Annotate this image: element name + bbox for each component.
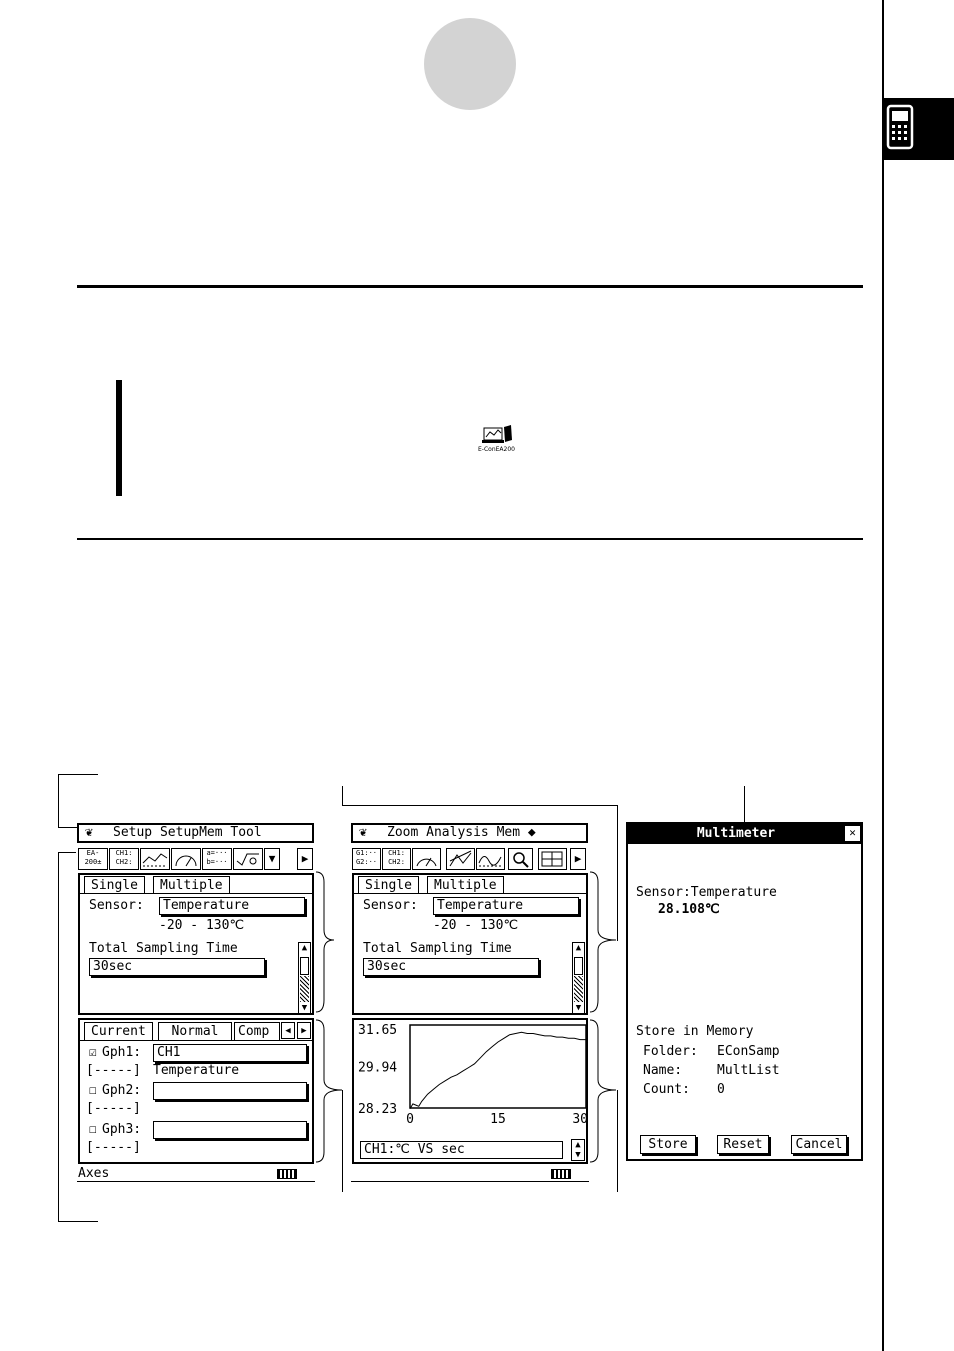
store-heading: Store in Memory — [636, 1024, 754, 1039]
gph2-label: Gph2: — [102, 1083, 142, 1098]
menu-bar — [351, 823, 588, 843]
gph3-line-style[interactable]: [-----] — [86, 1140, 141, 1155]
count-value: 0 — [717, 1082, 725, 1097]
list-button[interactable]: a=··· b=··· — [202, 848, 232, 870]
middle-screen — [351, 823, 589, 1183]
menu-items[interactable]: Zoom Analysis Mem ◆ — [387, 825, 536, 840]
dialog-title: Multimeter — [696, 826, 776, 841]
sensor-range: -20 - 130℃ — [433, 918, 519, 933]
wave-button[interactable] — [476, 848, 505, 870]
sensor-field[interactable]: Temperature — [159, 897, 305, 915]
scrollbar[interactable] — [298, 942, 311, 1014]
scroll-thumb[interactable] — [300, 957, 309, 975]
left-screen — [77, 823, 315, 1183]
scroll-track — [574, 976, 583, 1002]
callout-bracket-menubar — [58, 774, 98, 828]
view-window-button[interactable] — [538, 848, 567, 870]
reset-button[interactable]: Reset — [717, 1135, 769, 1154]
econ-icon — [478, 424, 522, 446]
toolbar-next-icon[interactable]: ▶ — [297, 848, 313, 870]
menu-dropdown-icon[interactable]: ❦ — [85, 825, 93, 840]
tangent-button[interactable] — [446, 848, 475, 870]
gph1-line-style[interactable]: [-----] — [86, 1063, 141, 1078]
count-label: Count: — [643, 1082, 690, 1097]
tab-underline — [80, 1040, 312, 1041]
channel-button[interactable]: CH1: CH2: — [382, 848, 411, 870]
scroll-thumb[interactable] — [574, 957, 583, 975]
calc-button[interactable] — [233, 848, 263, 870]
menu-bar — [77, 823, 314, 843]
gph3-checkbox[interactable]: ☐ — [89, 1122, 97, 1137]
y-tick-label: 29.94 — [358, 1060, 398, 1076]
scroll-down-icon[interactable]: ▼ — [301, 1003, 308, 1013]
graph-scroll-icon[interactable]: ▲ ▼ — [571, 1139, 585, 1161]
temperature-series-line — [410, 1032, 586, 1108]
tab-underline — [354, 893, 586, 894]
y-tick-label: 31.65 — [358, 1023, 398, 1038]
calculator-icon — [884, 98, 954, 160]
section-rule-top — [77, 285, 863, 288]
sensor-setup-pane — [352, 873, 588, 1015]
store-button[interactable]: Store — [640, 1135, 696, 1154]
tab-multiple[interactable]: Multiple — [427, 876, 504, 894]
status-bar-rule — [351, 1181, 589, 1182]
zoom-button[interactable] — [508, 848, 533, 870]
meter-button[interactable] — [171, 848, 201, 870]
gph2-checkbox[interactable]: ☐ — [89, 1083, 97, 1098]
callout-line — [58, 1221, 98, 1222]
scroll-track — [300, 976, 309, 1002]
tab-comp[interactable]: Comp — [234, 1022, 280, 1040]
scroll-up-icon[interactable]: ▲ — [575, 943, 582, 953]
callout-bracket-screen — [58, 852, 76, 1222]
x-tick-label: 15 — [490, 1112, 506, 1127]
econ-app-icon[interactable] — [478, 424, 522, 454]
close-icon[interactable]: ✕ — [845, 826, 860, 841]
chapter-tab — [884, 98, 954, 160]
tab-current[interactable]: Current — [84, 1022, 153, 1040]
toolbar-next-icon[interactable]: ▶ — [570, 848, 586, 870]
scroll-down-icon[interactable]: ▼ — [575, 1003, 582, 1013]
graph-select-button[interactable]: G1:·· G2:·· — [352, 848, 381, 870]
icon-caption: E-ConEA200 — [478, 446, 515, 453]
tab-prev-icon[interactable]: ◀ — [281, 1022, 295, 1039]
dialog-title-bar — [628, 824, 861, 844]
right-margin-rule — [882, 0, 884, 1351]
graph-button[interactable] — [140, 848, 170, 870]
tab-single[interactable]: Single — [84, 876, 145, 894]
gph1-label: Gph1: — [102, 1045, 142, 1060]
note-bar — [116, 380, 122, 496]
folder-value: EConSamp — [717, 1044, 780, 1059]
sensor-line: Sensor:Temperature — [636, 885, 777, 900]
graph-setup-pane — [78, 1018, 314, 1164]
channel-button[interactable]: CH1: CH2: — [109, 848, 139, 870]
gph1-field[interactable]: CH1 — [153, 1044, 307, 1062]
gph1-detail: Temperature — [153, 1063, 240, 1078]
gph2-line-style[interactable]: [-----] — [86, 1101, 141, 1116]
sampling-time-field[interactable]: 30sec — [363, 958, 539, 976]
callout-line — [342, 786, 343, 806]
status-bar-rule — [77, 1181, 315, 1182]
name-label: Name: — [643, 1063, 683, 1078]
tab-single[interactable]: Single — [358, 876, 419, 894]
tab-next-icon[interactable]: ▶ — [297, 1022, 311, 1039]
brace-marks-left — [314, 870, 344, 1170]
gph3-field[interactable] — [153, 1121, 307, 1139]
section-rule-bottom — [77, 538, 863, 540]
sampling-time-field[interactable]: 30sec — [89, 958, 265, 976]
folder-label: Folder: — [643, 1044, 698, 1059]
chapter-circle — [424, 18, 516, 110]
y-tick-label: 28.23 — [358, 1102, 398, 1117]
battery-icon — [277, 1169, 297, 1179]
meter-reading: 28.108℃ — [658, 902, 720, 917]
tab-multiple[interactable]: Multiple — [153, 876, 230, 894]
graph-caption-field[interactable]: CH1:℃ VS sec — [360, 1141, 563, 1159]
graph-pane — [352, 1018, 588, 1164]
gph3-label: Gph3: — [102, 1122, 142, 1137]
callout-line — [744, 786, 745, 824]
tab-normal[interactable]: Normal — [158, 1022, 232, 1040]
multimeter-dialog — [626, 822, 863, 1161]
menu-items[interactable]: Setup SetupMem Tool — [113, 825, 262, 840]
sensor-label: Sensor: — [363, 898, 418, 913]
gph1-checkbox[interactable]: ☑ — [89, 1045, 97, 1060]
sampling-time-label: Total Sampling Time — [363, 941, 512, 956]
sampling-time-label: Total Sampling Time — [89, 941, 238, 956]
tab-underline — [80, 893, 312, 894]
gph2-field[interactable] — [153, 1082, 307, 1100]
toolbar — [77, 848, 314, 870]
menu-dropdown-icon[interactable]: ❦ — [359, 825, 367, 840]
scroll-up-icon[interactable]: ▲ — [301, 943, 308, 953]
toolbar — [351, 848, 588, 870]
x-tick-label: 30 — [572, 1112, 588, 1127]
name-value: MultList — [717, 1063, 780, 1078]
temperature-graph[interactable] — [354, 1020, 586, 1138]
ea200-button[interactable]: EA- 200± — [78, 848, 108, 870]
meter-button[interactable] — [412, 848, 441, 870]
sensor-setup-pane — [78, 873, 314, 1015]
scrollbar[interactable] — [572, 942, 585, 1014]
sensor-range: -20 - 130℃ — [159, 918, 245, 933]
x-tick-label: 0 — [406, 1112, 414, 1127]
sensor-field[interactable]: Temperature — [433, 897, 579, 915]
callout-line — [342, 805, 618, 806]
cancel-button[interactable]: Cancel — [791, 1135, 847, 1154]
status-bar-text: Axes — [78, 1166, 110, 1181]
brace-marks-middle — [588, 870, 618, 1170]
toolbar-dropdown-icon[interactable]: ▼ — [264, 848, 280, 870]
sensor-label: Sensor: — [89, 898, 144, 913]
battery-icon — [551, 1169, 571, 1179]
